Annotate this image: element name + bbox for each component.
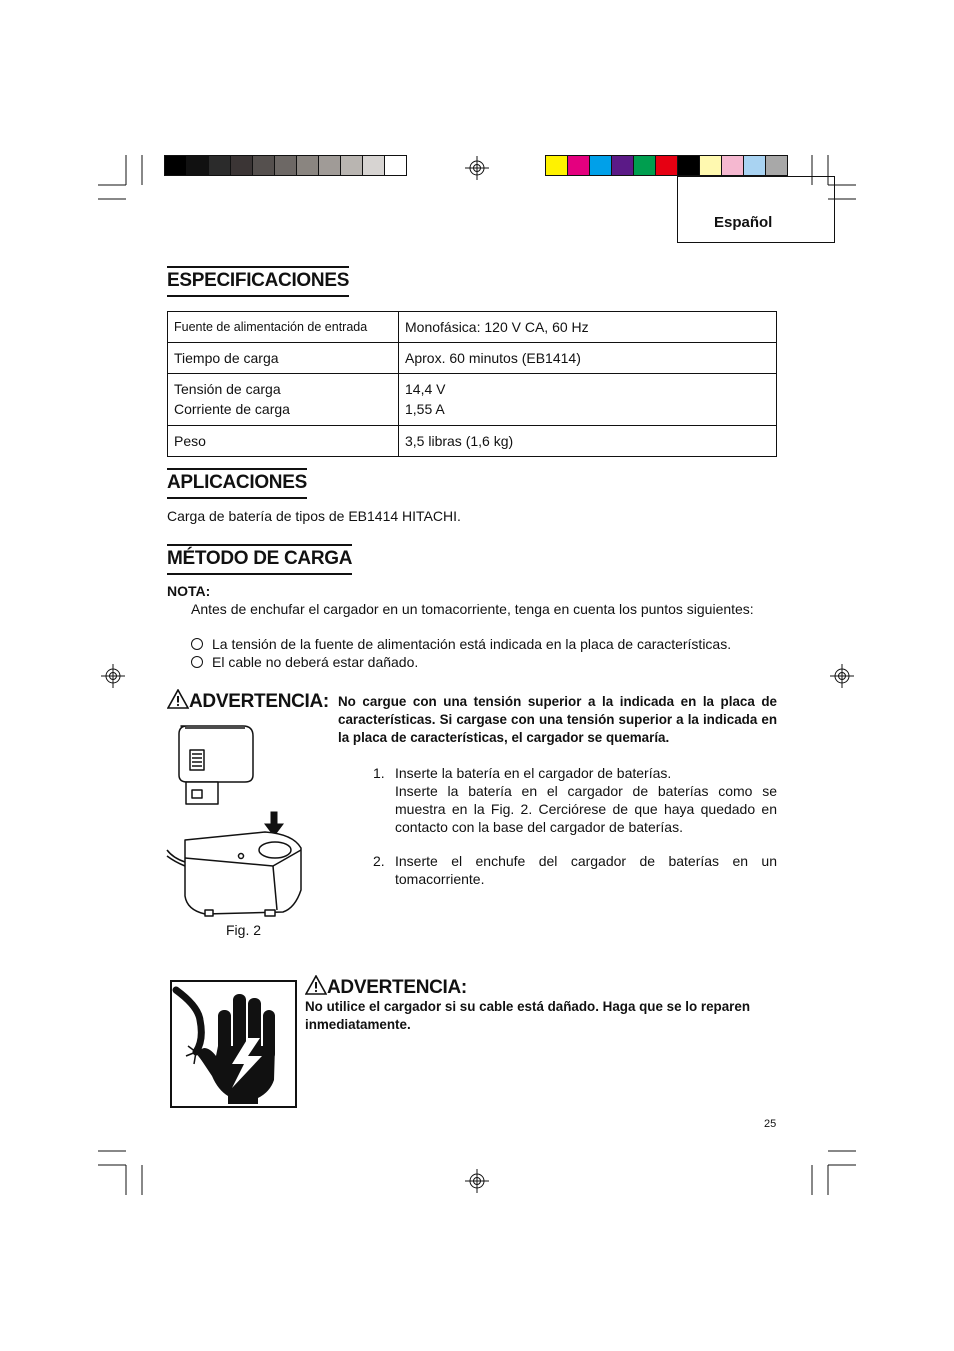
warning-label-text: ADVERTENCIA: bbox=[189, 691, 329, 712]
spec-label: Corriente de carga bbox=[174, 401, 290, 417]
color-swatch bbox=[186, 155, 209, 176]
warning-1-label bbox=[167, 689, 329, 713]
method-heading: MÉTODO DE CARGA bbox=[167, 544, 352, 575]
color-swatch bbox=[274, 155, 297, 176]
color-swatch bbox=[743, 155, 766, 176]
warning-triangle-icon bbox=[167, 689, 189, 709]
table-row bbox=[168, 426, 777, 457]
note-label: NOTA: bbox=[167, 583, 211, 599]
list-item bbox=[191, 653, 791, 671]
color-swatch bbox=[677, 155, 700, 176]
color-swatch bbox=[567, 155, 590, 176]
spec-label: Peso bbox=[168, 426, 399, 457]
spec-value: Monofásica: 120 V CA, 60 Hz bbox=[399, 312, 777, 343]
color-swatch bbox=[611, 155, 634, 176]
color-swatch bbox=[362, 155, 385, 176]
color-swatch bbox=[721, 155, 744, 176]
color-swatch bbox=[296, 155, 319, 176]
language-tab-label: Español bbox=[714, 214, 773, 231]
specs-table bbox=[167, 311, 777, 457]
spec-label: Tiempo de carga bbox=[168, 343, 399, 374]
circle-bullet-icon bbox=[191, 638, 203, 650]
warning-2-label bbox=[305, 975, 467, 999]
step-text: Inserte la batería en el cargador de baterías como se muestra en la Fig. 2. Cerciórese de que haya quedado en contacto con la base del cargador de baterías. bbox=[395, 783, 777, 835]
spec-label: Tensión de carga bbox=[174, 381, 281, 397]
table-row bbox=[168, 374, 777, 426]
color-swatch bbox=[545, 155, 568, 176]
applications-text: Carga de batería de tipos de EB1414 HITACHI. bbox=[167, 508, 461, 524]
color-swatch bbox=[655, 155, 678, 176]
step-text: Inserte el enchufe del cargador de baterías en un tomacorriente. bbox=[395, 853, 777, 887]
battery-charger-illustration bbox=[165, 720, 310, 920]
note-text: Antes de enchufar el cargador en un tomacorriente, tenga en cuenta los puntos siguientes: bbox=[191, 601, 754, 617]
color-swatch bbox=[589, 155, 612, 176]
spec-value: Aprox. 60 minutos (EB1414) bbox=[399, 343, 777, 374]
warning-triangle-icon bbox=[305, 975, 327, 995]
table-row bbox=[168, 312, 777, 343]
step-number: 2. bbox=[373, 853, 385, 869]
spec-value: 14,4 V bbox=[405, 381, 446, 397]
bullet-text: El cable no deberá estar dañado. bbox=[212, 654, 419, 670]
warning-2-text: No utilice el cargador si su cable está dañado. Haga que se lo reparen inmediatamente. bbox=[305, 999, 751, 1032]
color-swatch bbox=[208, 155, 231, 176]
language-tab bbox=[677, 176, 835, 243]
bullet-text: La tensión de la fuente de alimentación está indicada en la placa de características. bbox=[212, 636, 732, 652]
list-item bbox=[191, 635, 791, 653]
color-swatch bbox=[699, 155, 722, 176]
figure-caption: Fig. 2 bbox=[226, 922, 262, 938]
color-swatch bbox=[384, 155, 407, 176]
color-swatch bbox=[164, 155, 187, 176]
color-swatch bbox=[765, 155, 788, 176]
electric-shock-hand-icon bbox=[170, 980, 297, 1108]
warning-label-text: ADVERTENCIA: bbox=[327, 977, 467, 998]
spec-value: 3,5 libras (1,6 kg) bbox=[399, 426, 777, 457]
applications-heading: APLICACIONES bbox=[167, 468, 307, 499]
color-swatch bbox=[633, 155, 656, 176]
spec-value: 1,55 A bbox=[405, 401, 445, 417]
table-row bbox=[168, 343, 777, 374]
color-swatch bbox=[230, 155, 253, 176]
color-swatch bbox=[252, 155, 275, 176]
step-number: 1. bbox=[373, 765, 385, 781]
color-swatch bbox=[318, 155, 341, 176]
circle-bullet-icon bbox=[191, 656, 203, 668]
warning-1-text: No cargue con una tensión superior a la indicada en la placa de características. Si cargase con una tensión superior a la indicada en la placa de características, el cargador se quemaría. bbox=[338, 694, 777, 745]
specs-heading: ESPECIFICACIONES bbox=[167, 266, 349, 297]
color-swatch bbox=[340, 155, 363, 176]
step-text: Inserte la batería en el cargador de baterías. bbox=[395, 765, 672, 781]
page-number: 25 bbox=[764, 1118, 777, 1130]
spec-label: Fuente de alimentación de entrada bbox=[168, 312, 399, 343]
